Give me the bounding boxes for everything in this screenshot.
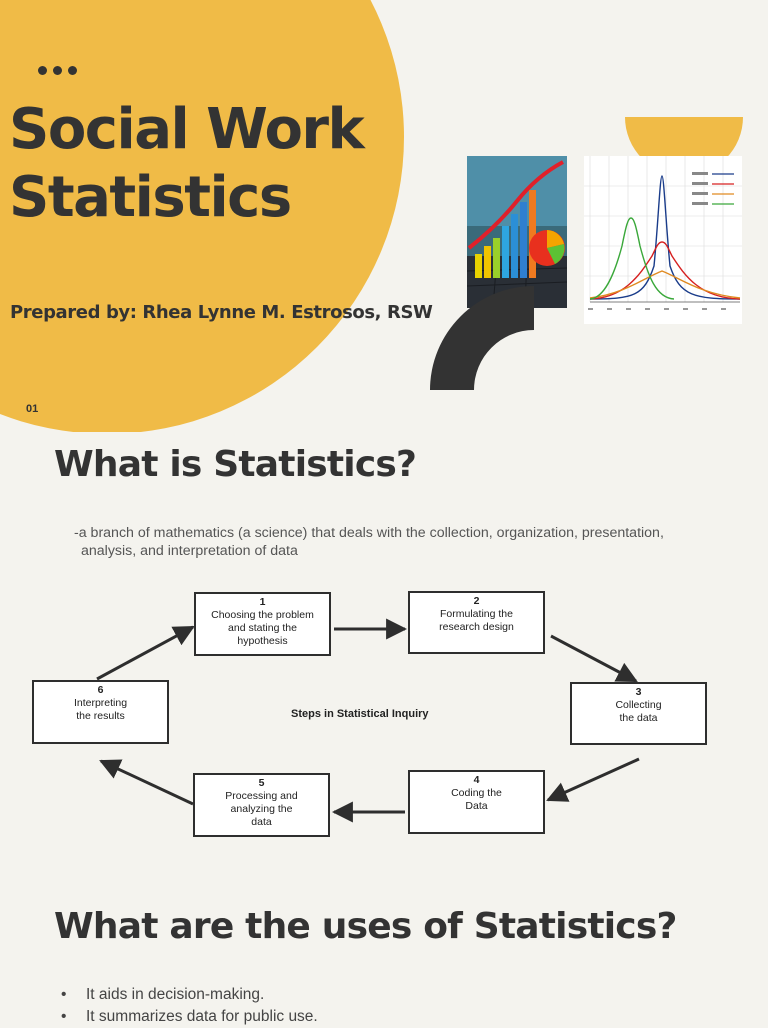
list-item: • It summarizes data for public use. [58, 1006, 318, 1028]
quarter-arc-decoration [430, 286, 534, 390]
title-line-1: Social Work [9, 97, 364, 162]
step-label: Coding the Data [451, 787, 502, 812]
uses-list [58, 984, 318, 1028]
step-number: 5 [258, 777, 265, 789]
title-line-2: Statistics [9, 165, 291, 230]
arrow-5-to-6 [101, 761, 193, 804]
what-is-statistics-heading: What is Statistics? [54, 444, 417, 485]
arrow-2-to-3 [551, 636, 636, 681]
step-number: 6 [97, 684, 104, 696]
step-label: Interpreting the results [73, 697, 128, 722]
statistics-definition [74, 524, 734, 560]
normal-distribution-graph-image [584, 156, 742, 324]
definition-line-2: analysis, and interpretation of data [81, 543, 298, 559]
step-box-2 [408, 591, 545, 654]
step-box-5 [193, 773, 330, 837]
more-dots-icon [38, 66, 77, 75]
step-label: Collecting the data [615, 699, 662, 724]
step-box-6 [32, 680, 169, 744]
definition-line-1: -a branch of mathematics (a science) that deals with the collection, organization, presentation, [74, 525, 664, 541]
uses-of-statistics-heading: What are the uses of Statistics? [54, 906, 677, 947]
step-label: Formulating the research design [439, 608, 514, 633]
step-number: 3 [635, 686, 642, 698]
arrow-6-to-1 [97, 627, 193, 679]
prepared-by-text: Prepared by: Rhea Lynne M. Estrosos, RSW [10, 302, 433, 323]
flow-diagram-title: Steps in Statistical Inquiry [291, 708, 429, 720]
list-item: • It aids in decision-making. [58, 984, 318, 1006]
step-number: 4 [473, 774, 480, 786]
step-label: Choosing the problem and stating the hypothesis [211, 609, 314, 647]
step-number: 1 [259, 596, 266, 608]
page-number: 01 [26, 403, 39, 415]
step-box-4 [408, 770, 545, 834]
step-number: 2 [473, 595, 480, 607]
arrow-3-to-4 [548, 759, 639, 800]
step-box-3 [570, 682, 707, 745]
step-label: Processing and analyzing the data [225, 790, 298, 828]
slide-title [9, 96, 363, 232]
step-box-1 [194, 592, 331, 656]
